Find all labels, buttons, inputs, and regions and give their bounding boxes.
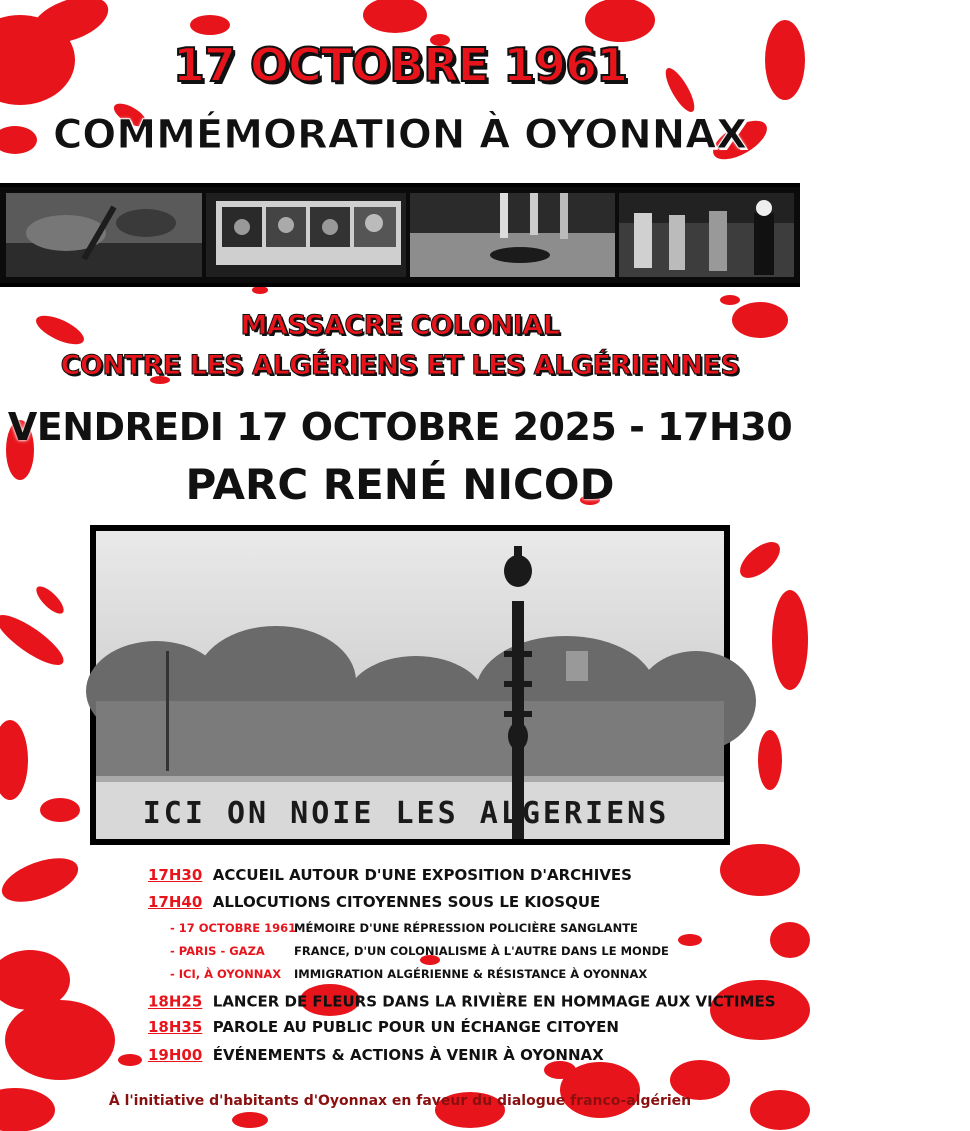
rose-icon: ✿ [786, 990, 804, 1014]
program-subitem-label: - 17 OCTOBRE 1961 [170, 921, 297, 935]
archive-photo-street [410, 193, 615, 277]
program-subitem-text: FRANCE, D'UN COLONIALISME À L'AUTRE DANS LE MONDE [294, 944, 669, 958]
program-text: ACCUEIL AUTOUR D'UNE EXPOSITION D'ARCHIVES [212, 866, 632, 884]
archive-photo-bus [206, 193, 406, 277]
program-time: 19H00 [148, 1046, 203, 1064]
program-time: 17H30 [148, 866, 203, 884]
program-item [0, 990, 948, 1014]
program-text: ALLOCUTIONS CITOYENNES SOUS LE KIOSQUE [212, 893, 601, 911]
event-datetime: VENDREDI 17 OCTOBRE 2025 - 17H30 [7, 405, 793, 449]
program-subitem-label: - ICI, À OYONNAX [170, 967, 282, 981]
program-subitem [0, 921, 970, 935]
program-text: ÉVÉNEMENTS & ACTIONS À VENIR À OYONNAX [212, 1046, 604, 1064]
program-text: PAROLE AU PUBLIC POUR UN ÉCHANGE CITOYEN [212, 1018, 619, 1036]
program-subitem [0, 967, 970, 981]
program-subitem [0, 944, 970, 958]
program-subitem-text: MÉMOIRE D'UNE RÉPRESSION POLICIÈRE SANGLANTE [294, 921, 638, 935]
event-place: PARC RENÉ NICOD [185, 460, 615, 509]
subtitle-line1: MASSACRE COLONIAL [240, 310, 560, 341]
program-time: 17H40 [148, 893, 203, 911]
program-text: LANCER DE FLEURS DANS LA RIVIÈRE EN HOMMAGE AUX VICTIMES [212, 992, 776, 1011]
program-subitem-text: IMMIGRATION ALGÉRIENNE & RÉSISTANCE À OYONNAX [294, 967, 648, 981]
program-item [0, 866, 948, 884]
program-time: 18H35 [148, 1018, 203, 1036]
title-date: 17 OCTOBRE 1961 [172, 38, 628, 92]
archive-photo-strip [0, 183, 800, 287]
program-time: 18H25 [148, 992, 203, 1011]
program-item [0, 1046, 948, 1064]
archive-photo-police [619, 193, 794, 277]
program-item [0, 893, 948, 911]
archive-photo-crowd [6, 193, 202, 277]
program-item [0, 1018, 948, 1036]
program-subitem-label: - PARIS - GAZA [170, 944, 265, 958]
subtitle-line2: CONTRE LES ALGÉRIENS ET LES ALGÉRIENNES [60, 350, 740, 381]
title-commemoration: COMMÉMORATION À OYONNAX [52, 112, 748, 158]
wall-inscription: ICI ON NOIE LES ALGERIENS [142, 796, 670, 831]
main-archive-photo [90, 525, 730, 845]
footer-initiative: À l'initiative d'habitants d'Oyonnax en faveur du dialogue franco-algérien [108, 1093, 692, 1109]
